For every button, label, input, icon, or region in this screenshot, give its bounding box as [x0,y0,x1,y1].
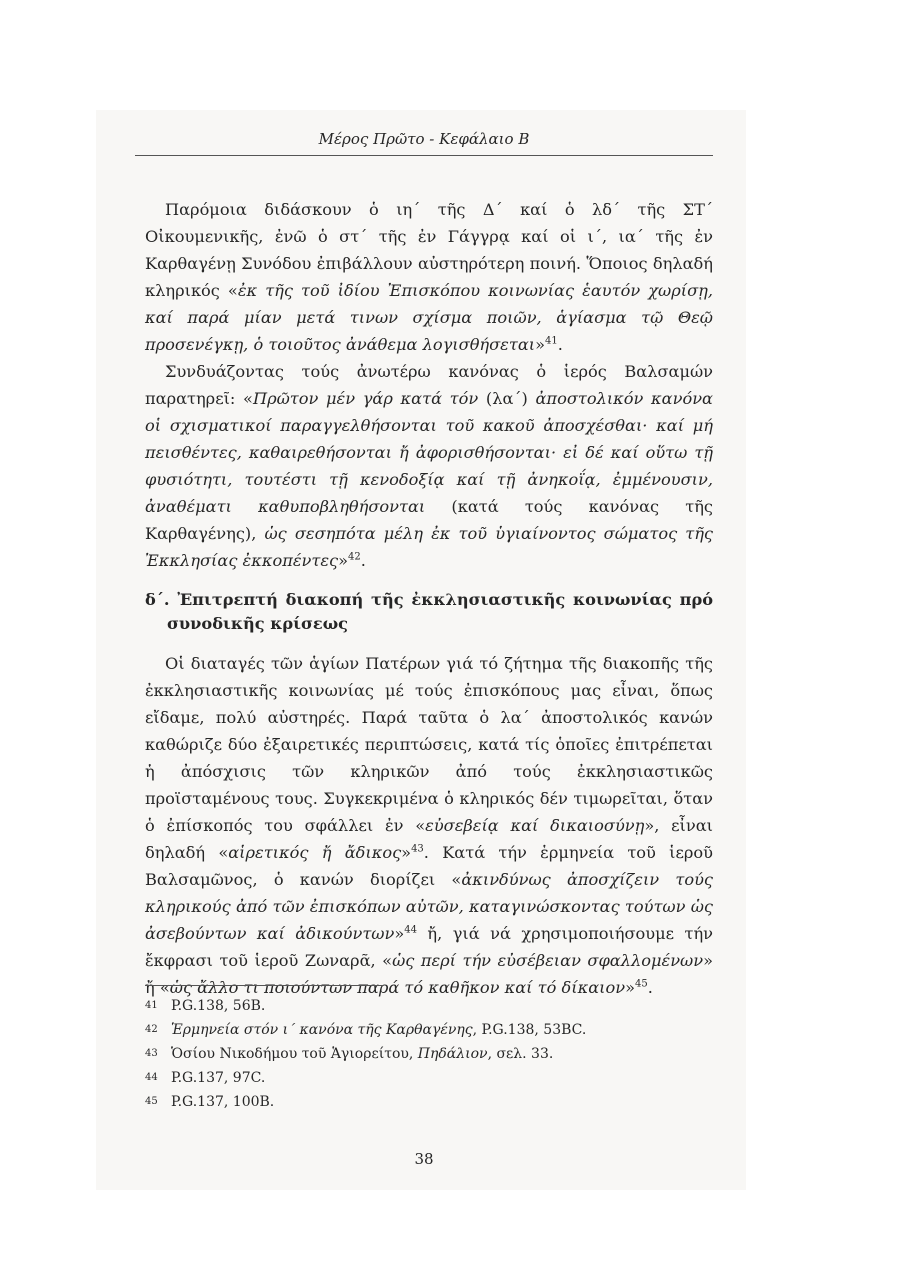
text-run: » [394,924,405,943]
text-run: Συνδυάζοντας τούς ἀνωτέρω κανόνας ὁ ἱερός Βαλσαμών παρατηρεῖ: « [145,362,713,408]
text-run: P.G.137, 97C. [171,1070,266,1086]
text-run: . [557,335,563,354]
footnotes [145,994,713,1114]
text-run: (κατά τούς κανόνας τῆς Καρθαγένης), [145,497,713,543]
quote-text: ἐκ τῆς τοῦ ἰδίου Ἐπισκόπου κοινωνίας ἑαυτόν χωρίσῃ, καί παρά μίαν μετά τινων σχίσμα ποιῶν, ἁγίασμα τῷ Θεῷ προσενέγκῃ, ὁ τοιοῦτος ἀνάθεμα λογισθήσεται [145,281,713,354]
quote-text: ἀκινδύνως ἀποσχίζειν τούς κληρικούς ἀπό τῶν ἐπισκόπων αὐτῶν, καταγινώσκοντας τούτων ὡς ἀσεβούντων καί ἀδικούντων [145,870,713,943]
footnote-number: 45 [145,1096,158,1107]
quote-text: Πηδάλιον [417,1046,488,1062]
quote-text: αἱρετικός ἤ ἄδικος [228,843,402,862]
text-run: » [535,335,546,354]
quote-text: Ἑρμηνεία στόν ι΄ κανόνα τῆς Καρθαγένης [171,1022,473,1038]
footnote-ref: 44 [404,924,417,936]
text-run: . [647,978,653,997]
text-run: » [338,551,348,570]
text-run: , P.G.138, 53BC. [472,1022,587,1038]
paragraph-1 [145,196,713,358]
text-run: Παρόμοια διδάσκουν ὁ ιη΄ τῆς Δ΄ καί ὁ λδ΄ τῆς ΣΤ΄ Οἰκουμενικῆς, ἐνῶ ὁ στ΄ τῆς ἐν Γάγγρᾳ καί οἱ ι΄, ια΄ τῆς ἐν Καρθαγένῃ Συνόδου ἐπιβάλλουν αὐστηρότερη ποινή. Ὅποιος δηλαδή κληρικός « [145,200,713,300]
paragraph-3 [145,650,713,1001]
text-run: . Κατά τήν ἑρμηνεία τοῦ ἱεροῦ Βαλσαμῶνος, ὁ κανών διορίζει « [145,843,713,889]
text-run: » [401,843,412,862]
body-text [145,196,713,1001]
quote-text: ὡς σεσηπότα μέλη ἐκ τοῦ ὑγιαίνοντος σώματος τῆς Ἐκκλησίας ἐκκοπέντες [145,524,713,570]
running-header: Μέρος Πρῶτο - Κεφάλαιο Β [135,130,713,156]
page-number: 38 [414,1150,434,1168]
footnote-item [145,1018,713,1042]
footnote-item [145,1066,713,1090]
paragraph-2 [145,358,713,574]
footnote-number: 43 [145,1048,158,1059]
footnote-number: 42 [145,1024,158,1035]
footnote-item [145,1090,713,1114]
text-run: » [625,978,635,997]
text-run: Οἱ διαταγές τῶν ἁγίων Πατέρων γιά τό ζήτημα τῆς διακοπῆς τῆς ἐκκλησιαστικῆς κοινωνίας μέ τούς ἐπισκόπους μας εἶναι, ὅπως εἴδαμε, πολύ αὐστηρές. Παρά ταῦτα ὁ λα΄ ἀποστολικός κανών καθώριζε δύο ἐξαιρετικές περιπτώσεις, κατά τίς ὁποῖες ἐπιτρέπεται ἡ ἀπόσχισις τῶν κληρικῶν ἀπό τούς ἐκκλησιαστικῶς προϊσταμένους τους. Συγκεκριμένα ὁ κληρικός δέν τιμωρεῖται, ὅταν ὁ ἐπίσκοπός του σφάλλει ἐν « [145,654,713,835]
text-run: », εἶναι δηλαδή « [145,816,713,862]
quote-text: ἀποστολικόν κανόνα οἱ σχισματικοί παραγγελθήσονται τοῦ κακοῦ ἀποσχέσθαι· καί μή πεισθέντες, καθαιρεθήσονται ἤ ἀφορισθήσονται· εἰ δέ καί οὕτω τῇ φυσιότητι, τουτέστι τῇ κενοδοξίᾳ καί τῇ ἀνηκοΐᾳ, ἐμμένουσιν, ἀναθέματι καθυποβληθήσονται [145,389,713,516]
quote-text: ὡς περί τήν εὐσέβειαν σφαλλομένων [392,951,704,970]
text-run: . [360,551,366,570]
section-heading: δ΄. Ἐπιτρεπτή διακοπή τῆς ἐκκλησιαστικῆς κοινωνίας πρό συνοδικῆς κρίσεως [145,590,713,633]
footnote-ref: 41 [545,335,558,347]
footnote-ref: 43 [411,843,424,855]
footnote-separator [145,985,383,986]
text-run: (λα΄) [478,389,536,408]
footnote-number: 44 [145,1072,158,1083]
quote-text: Πρῶτον μέν γάρ κατά τόν [252,389,479,408]
text-run: P.G.138, 56B. [171,998,266,1014]
text-run: , σελ. 33. [487,1046,554,1062]
footnote-item [145,1042,713,1066]
footnote-item [145,994,713,1018]
text-run: » ἤ « [145,951,713,997]
footnote-ref: 42 [347,551,361,563]
quote-text: εὐσεβείᾳ καί δικαιοσύνῃ [425,816,645,835]
footnote-number: 41 [145,1000,158,1011]
text-run: ἤ, γιά νά χρησιμοποιήσουμε τήν ἔκφρασι τοῦ ἱεροῦ Ζωναρᾶ, « [145,924,713,970]
text-run: Ὁσίου Νικοδήμου τοῦ Ἁγιορείτου, [171,1046,418,1062]
quote-text: ὡς ἄλλο τι ποιούντων παρά τό καθῆκον καί τό δίκαιον [169,978,626,997]
footnote-ref: 45 [634,978,648,990]
text-run: P.G.137, 100B. [171,1094,275,1110]
